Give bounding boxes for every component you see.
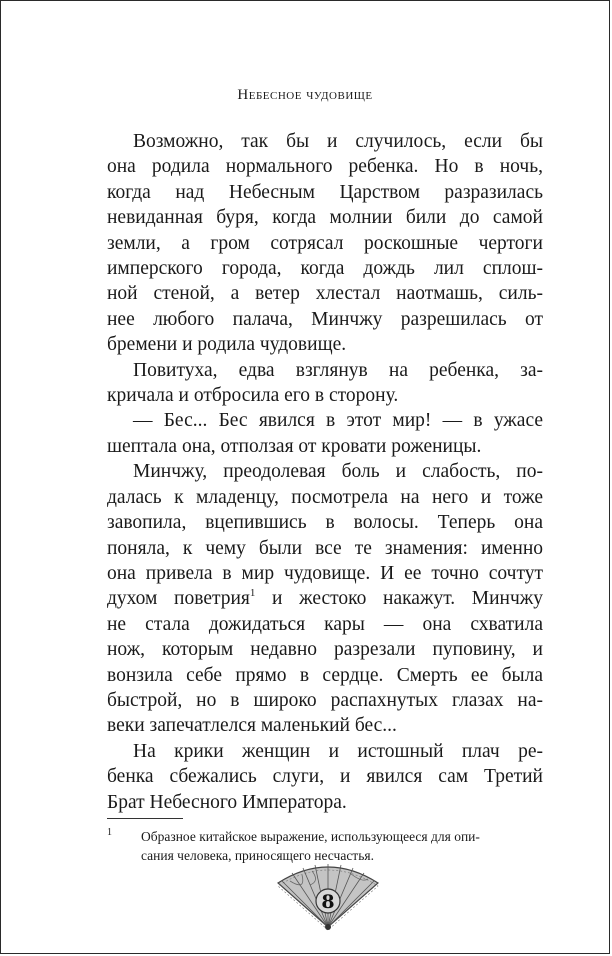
text-line: далась к младенцу, посмотрела на него и тоже <box>107 486 543 508</box>
text-line: шептала она, отползая от кровати роженицы. <box>107 435 482 457</box>
footnote-number: 1 <box>107 827 112 838</box>
text-line: завопила, вцепившись в волосы. Теперь она <box>107 512 543 534</box>
paragraph-2 <box>107 358 543 409</box>
text-line: Брат Небесного Императора. <box>107 791 347 813</box>
text-fragment: и жестоко накажут. Минчжу <box>255 588 544 610</box>
paragraph-3 <box>107 408 543 459</box>
footnote-text-line: Образное китайское выражение, использующееся для опи- <box>141 829 480 844</box>
text-line: поняла, к чему были все те знамения: именно <box>107 537 543 559</box>
text-line: Повитуха, едва взглянув на ребенка, за- <box>133 359 543 381</box>
text-line-with-footnote <box>107 586 543 611</box>
footnote-reference[interactable]: 1 <box>249 587 256 600</box>
text-line: когда над Небесным Царством разразилась <box>107 181 543 203</box>
footnote <box>107 827 543 865</box>
footnote-divider <box>107 818 183 819</box>
paragraph-1 <box>107 129 543 358</box>
paragraph-4 <box>107 459 543 738</box>
paragraph-5 <box>107 739 543 815</box>
text-line: ной стеной, а ветер хлестал наотмашь, силь- <box>107 283 543 305</box>
page-number: 8 <box>321 891 335 913</box>
text-line: вонзила себе прямо в сердце. Смерть ее была <box>107 664 543 686</box>
footnote-text-line: сания человека, приносящего несчастья. <box>141 848 374 863</box>
running-header: Небесное чудовище <box>237 87 373 103</box>
text-line: — Бес... Бес явился в этот мир! — в ужасе <box>133 410 543 432</box>
fan-icon <box>278 864 378 930</box>
text-line: она привела в мир чудовище. И ее точно сочтут <box>107 562 543 584</box>
text-line: невиданная буря, когда молнии били до самой <box>107 207 543 229</box>
text-line: земли, а гром сотрясал роскошные чертоги <box>107 232 543 254</box>
text-line: Минчжу, преодолевая боль и слабость, по- <box>133 461 543 483</box>
text-line: На крики женщин и истошный плач ре- <box>133 740 543 762</box>
text-line: быстрой, но в широко распахнутых глазах на- <box>107 689 543 711</box>
text-line: нее любого палача, Минчжу разрешилась от <box>107 308 543 330</box>
text-line: бенка сбежались слуги, и явился сам Третий <box>107 766 543 788</box>
text-fragment: духом поветрия <box>107 588 250 610</box>
text-line: Возможно, так бы и случилось, если бы <box>133 131 543 152</box>
text-line: бремени и родила чудовище. <box>107 334 347 356</box>
text-line: кричала и отбросила его в сторону. <box>107 385 399 407</box>
fan-ornament-icon <box>272 861 384 931</box>
text-line: нож, которым недавно разрезали пуповину, и <box>107 639 543 661</box>
body-text <box>107 129 543 815</box>
text-line: веки запечатлелся маленький бес... <box>107 715 397 737</box>
text-line: не стала дожидаться кары — она схватила <box>107 613 543 635</box>
text-line: она родила нормального ребенка. Но в ночь, <box>107 156 543 178</box>
text-line: имперского города, когда дождь лил сплош- <box>107 258 543 280</box>
